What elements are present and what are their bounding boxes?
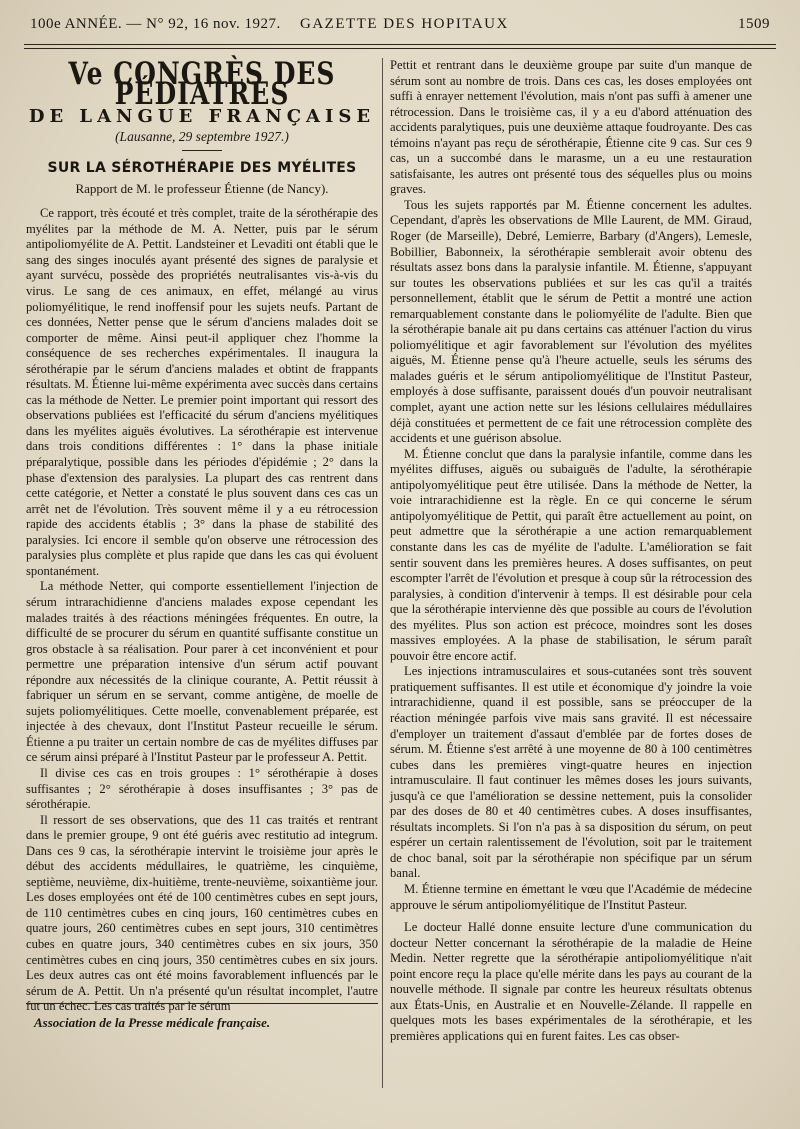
left-paragraph-3: Il divise ces cas en trois groupes : 1° sérothérapie à doses suffisantes ; 2° sérothérapie à doses insuffisantes ; 3° pas de sérothérapie. (26, 765, 378, 812)
left-paragraph-1: Ce rapport, très écouté et très complet, traite de la sérothérapie des myélites par la méthode de M. A. Netter, puis par le sérum antipoliomyélite de A. Pettit. Landsteiner et Levaditi ont établi que le sang des singes inoculés ayant présenté des signes de paralysie et ayant survécu, possède des propriétés neutralisantes vis-à-vis du virus. Le sang de ces animaux, en effet, mélangé au virus poliomyélitique, le rend inoffensif pour les sujets neufs. Partant de ces données, Netter pense que le sérum d'anciens malades doit se comporter de même. Ainsi peut-il appliquer chez l'homme la conséquence de ses recherches expérimentales. Il inaugura la sérothérapie par le sérum d'anciens malades et obtint de frappants résultats. M. Étienne lui-même expérimenta avec succès dans certains cas la méthode de Netter. Le premier point important qui ressort des observations publiées est l'efficacité du sérum d'anciens myélitiques dans les myélites aiguës évolutives. La sérothérapie est intervenue dans trois conditions différentes : 1° dans la phase initiale préparalytique, possible dans les périodes d'épidémie ; 2° dans la phase d'extension des paralysies. La plupart des cas rentrent dans cette catégorie, et Netter a constaté le plus souvent dans ces cas un arrêt net de l'évolution. Très souvent même il y a eu rétrocession rapide des accidents établis ; 3° dans la phase de stabilité des paralysies. Ici encore il semble qu'on observe une rétrocession des paralysies plus complète et plus rapide que dans les cas qui évoluent spontanément. (26, 206, 378, 578)
section-subheading: Rapport de M. le professeur Étienne (de Nancy). (75, 180, 329, 196)
column-divider (382, 58, 383, 1088)
right-paragraph-3: M. Étienne conclut que dans la paralysie infantile, comme dans les myélites diffuses, aiguës ou subaiguës de l'adulte, la sérothérapie antipolyomyélitique peut être utilisée. Dans la méthode de Netter, la voie intrarachidienne est la règle. En ce qui concerne le sérum antipolyomyélitique de Pettit, qui paraît être actuellement au point, on peut admettre que la sérothérapie a une action remarquablement constante dans les cas de myélite de l'adulte. L'amélioration se fait sentir souvent dans les premières heures. A doses suffisantes, on peut escompter l'arrêt de l'évolution et presque à coup sûr la rétrocession des paralysies, à condition d'intervenir à temps. Il est désirable pour cela que la sérothérapie intervienne dès que possible au cours de l'évolution des myélites. Plus son action est précoce, moindres sont les doses massives employées. A la phase de stabilisation, le sérum paraît pouvoir être encore actif. (390, 446, 752, 663)
left-paragraph-4: Il ressort de ses observations, que des 11 cas traités et rentrant dans le premier groupe, 9 ont été guéris avec restitutio ad integrum. Dans ces 9 cas, la sérothérapie intervint le troisième jour après le début des accidents médullaires, le quatrième, les cinquième, septième, neuvième, dix-huitième, trente-neuvième, soixantième jour. Les doses employées ont été de 100 centimètres cubes en sept jours, de 110 centimètres cubes en cinq jours, 160 centimètres cubes en quatre jours, 260 centimètres cubes en sept jours, 310 centimètres cubes en quatre jours, 340 centimètres cubes en six jours, 350 centimètres cubes en cinq jours, 350 centimètres cubes en six jours. Les deux autres cas ont été moins favorablement influencés par le sérum de A. Pettit. Un n'a présenté qu'un résultat incomplet, l'autre fut un échec. Les cas traités par le sérum (26, 812, 378, 1014)
header-rule (24, 44, 776, 45)
left-column (26, 55, 378, 1015)
right-paragraph-6: Le docteur Hallé donne ensuite lecture d'une communication du docteur Netter concernant la sérothérapie de la maladie de Heine Medin. Netter regrette que la sérothérapie antipoliomyélitique n'ait point encore reçu la place qu'elle mérite dans les pays au courant de la nouvelle méthode. Il signale par contre les heureux résultats obtenus aux États-Unis, en Australie et en Nouvelle-Zélande. Il rappelle en quelques mots les bases expérimentales de la sérothérapie, et les premières applications qui en furent faites. Les cas obser- (390, 920, 752, 1043)
page-header (30, 16, 770, 40)
place-date: (Lausanne, 29 septembre 1927.) (115, 128, 289, 144)
congress-subtitle: DE LANGUE FRANÇAISE (28, 106, 376, 128)
page-number: 1509 (738, 16, 770, 32)
right-paragraph-2: Tous les sujets rapportés par M. Étienne concernent les adultes. Cependant, d'après les observations de Mlle Laurent, de MM. Giraud, Roger (de Marseille), Debré, Lemierre, Barbary (d'Angers), Lemesle, Bobillier, Babonneix, la sérothérapie semblerait avoir obtenu des résultats assez bons dans la paralysie infantile. M. Étienne, s'appuyant sur toutes les observations publiées et sur les cas qu'il a traités personnellement, établit que le sérum de Pettit a montré une action remarquablement constante dans le poliomyélite de l'adulte. Bien que la sérothérapie banale ait pu dans certains cas atténuer l'action du virus poliomyélitique et agir favorablement sur l'évolution des myélites aiguës, M. Étienne pense qu'à l'heure actuelle, seuls les sérums des malades guéris et le sérum antipoliomyélitique de l'Institut Pasteur, employés à dose suffisante, paraissent doués d'un pouvoir neutralisant complet, ayant une action nette sur les lésions cellulaires médullaires déjà constituées et permettent de ce fait une rétrocession complète des accidents et une guérison absolue. (390, 197, 752, 446)
footnote-rule (26, 1003, 378, 1004)
issue-info: 100e ANNÉE. — N° 92, 16 nov. 1927. (30, 16, 281, 32)
congress-title: Ve CONGRÈS DES PÉDIATRES (68, 55, 336, 112)
journal-name: GAZETTE DES HOPITAUX (300, 16, 509, 32)
title-rule (182, 150, 222, 151)
header-rule-thin (24, 48, 776, 49)
right-paragraph-4: Les injections intramusculaires et sous-cutanées sont très souvent pratiquement suffisantes. Il est utile et économique d'y joindre la voie intrarachidienne, quand il est possible, sans se préoccuper de la réaction méningée parfois vive mais sans gravité. Il est nécessaire d'employer un traitement d'assaut d'emblée par de fortes doses de sérum. M. Étienne s'est arrêté à une moyenne de 80 à 100 centimètres cubes dans les premières vingt-quatre heures en injection intramusculaire. Il faut continuer les mêmes doses les jours suivants, jusqu'à ce que l'amélioration se dessine nettement, puis la consolider par des doses de 80 et 40 centimètres cubes. A doses insuffisantes, résultats incomplets. Si l'on n'a pas à sa disposition du sérum, on peut espérer un certain ralentissement de l'évolution, soit par le traitement de choc banal, soit par la sérothérapie non spécifique par un sérum banal. (390, 664, 752, 881)
right-column (390, 58, 752, 1044)
article-title-block (26, 55, 378, 196)
right-paragraph-1: Pettit et rentrant dans le deuxième groupe par suite d'un manque de sérum sont au nombre de trois. Dans ces cas, les doses employées ont suffi à enrayer nettement l'évolution, mais n'ont pas suffi à amener une rétrocession. Dans le troisième cas, il y a eu d'abord atténuation des accidents paralytiques, puis une deuxième attaque foudroyante. Des cas témoins n'ayant pas reçu de sérothérapie, Étienne cite 9 cas. Sur ces 9 cas, un a succombé dans le marasme, un a eu une restauration satisfaisante, les autres ont présenté tous des séquelles plus ou moins graves. (390, 58, 752, 197)
right-paragraph-5: M. Étienne termine en émettant le vœu que l'Académie de médecine approuve le sérum antipoliomyélitique de l'Institut Pasteur. (390, 881, 752, 912)
section-heading: SUR LA SÉROTHÉRAPIE DES MYÉLITES (47, 160, 357, 177)
footnote: Association de la Presse médicale française. (34, 1015, 271, 1030)
left-paragraph-2: La méthode Netter, qui comporte essentiellement l'injection de sérum intrarachidienne d'anciens malades expose cependant les malades traités à des réactions méningées fréquentes. En outre, la difficulté de se procurer du sérum en quantité suffisante constitue un gros obstacle à sa réalisation. Pour parer à cet inconvénient et pour permettre une préparation intensive d'un sérum actif pouvant répondre aux nécessités de la clinique courante, A. Pettit réussit à fabriquer un sérum en se servant, comme antigène, de moelle de sujets poliomyélitiques. Cette moelle, convenablement préparée, est injectée à des chevaux, dont l'Institut Pasteur recueille le sérum. Étienne a pu traiter un certain nombre de cas de myélites diffuses par ce sérum ainsi préparé à l'Institut Pasteur par le professeur A. Pettit. (26, 579, 378, 765)
